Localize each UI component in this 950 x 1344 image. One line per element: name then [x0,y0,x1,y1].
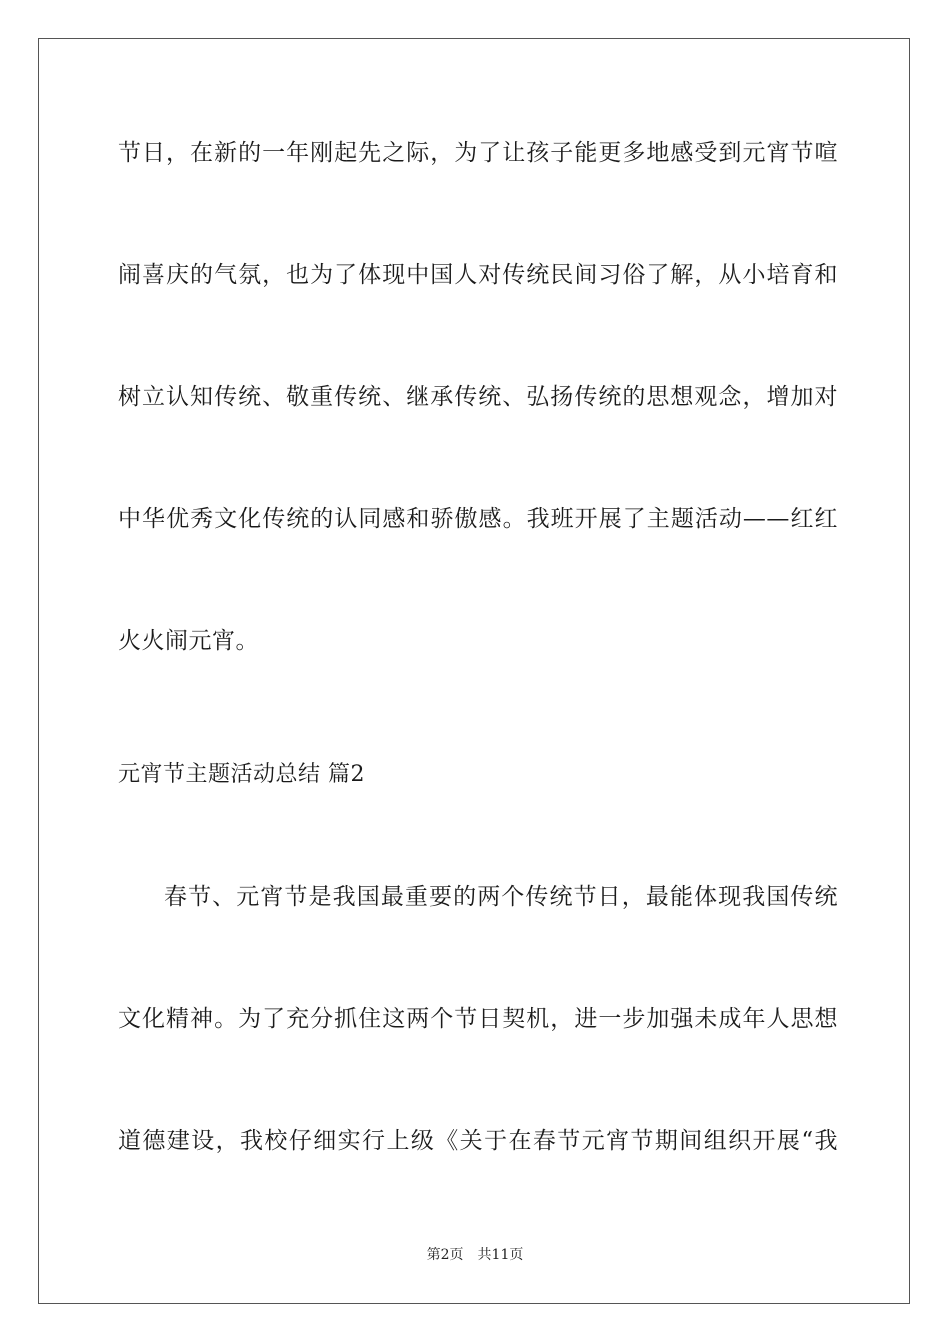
paragraph-line: 中华优秀文化传统的认同感和骄傲感。我班开展了主题活动——红红 [118,506,838,532]
page-footer [0,1245,950,1265]
paragraph-line: 道德建设，我校仔细实行上级《关于在春节元宵节期间组织开展“我 [118,1128,838,1154]
paragraph-line: 文化精神。为了充分抓住这两个节日契机，进一步加强未成年人思想 [118,1006,838,1032]
paragraph-line: 春节、元宵节是我国最重要的两个传统节日，最能体现我国传统 [164,884,838,910]
page-number: 第2页 [426,1247,464,1263]
paragraph-line: 火火闹元宵。 [118,628,259,654]
section-heading: 元宵节主题活动总结 篇2 [118,762,365,787]
page-border [38,38,910,1304]
paragraph-line: 树立认知传统、敬重传统、继承传统、弘扬传统的思想观念，增加对 [118,384,838,410]
paragraph-line: 节日，在新的一年刚起先之际，为了让孩子能更多地感受到元宵节喧 [118,140,838,166]
paragraph-line: 闹喜庆的气氛，也为了体现中国人对传统民间习俗了解，从小培育和 [118,262,838,288]
page-total: 共11页 [477,1247,524,1263]
